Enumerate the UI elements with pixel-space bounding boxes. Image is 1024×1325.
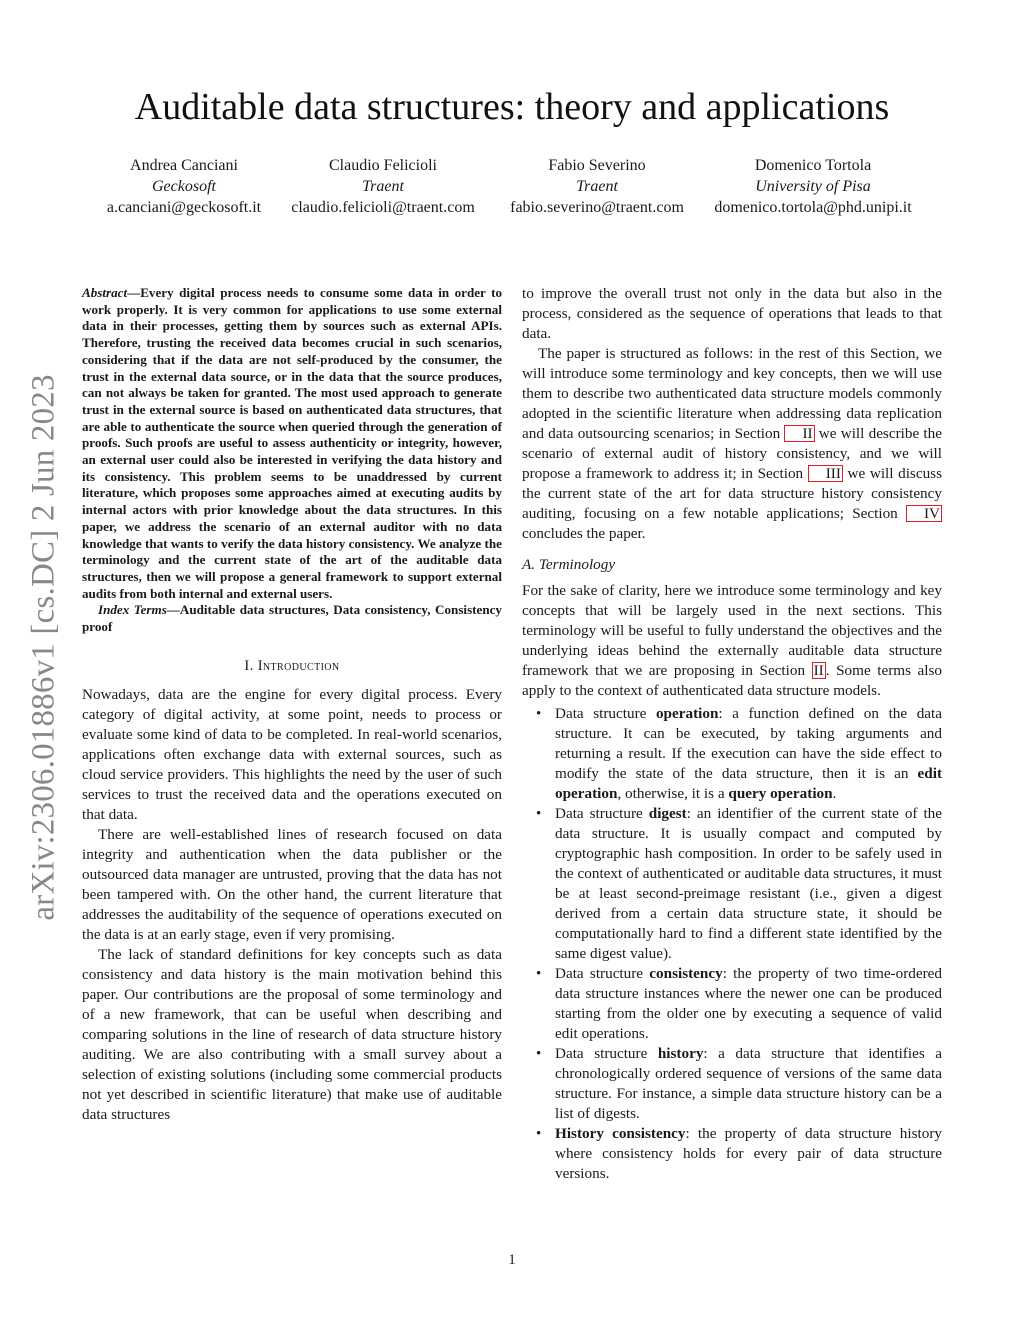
- section-heading-introduction: [82, 658, 502, 675]
- author-affiliation: Traent: [576, 178, 618, 195]
- term-emphasis: query operation: [728, 785, 833, 802]
- terminology-text: . Some terms also apply to the context of authenticated data structure models.: [522, 662, 942, 699]
- author-name: Andrea Canciani: [130, 157, 238, 174]
- abstract: [82, 285, 502, 602]
- term-name: consistency: [649, 965, 723, 982]
- structure-text: we will describe the scenario of external audit of history consistency, and we will propose a framework to address it; in Section: [522, 425, 942, 482]
- index-terms-label: Index Terms: [98, 602, 167, 618]
- author-email: a.canciani@geckosoft.it: [106, 199, 262, 216]
- author-affiliation: Traent: [362, 178, 404, 195]
- terminology-list: [522, 704, 942, 1184]
- author-2: [263, 155, 503, 218]
- intro-paragraph-3-continued: to improve the overall trust not only in the data but also in the process, considered as the sequence of operations that leads to that data.: [522, 285, 942, 342]
- term-definition: : a data structure that identifies a chronologically ordered sequence of versions of the same data structure. For instance, a simple data structure history can be a list of digests.: [555, 1045, 942, 1122]
- abstract-text: —Every digital process needs to consume some data in order to work properly. It is very common for applications to use some external data in their processes, getting them by sources such as external APIs. Therefore, trusting the received data becomes crucial in such scenarios, considering that if the data are not self-produced by the consumer, the trust in the external data source, or in the data that the source produces, can not always be taken for granted. The most used approach to generate trust in the external source is based on authenticated data structures, that are able to authenticate the source when queried through the generation of proofs. Such proofs are useful to assess authenticity or integrity, however, an external user could also be interested in verifying the data history and its consistency. This problem seems to be unaddressed by current literature, which proposes some approaches aimed at executing audits by internal actors with prior knowledge about the data structures. In this paper, we address the scenario of an external auditor with no data knowledge that wants to verify the data history consistency. We analyze the terminology and the current state of the art of the auditable data structures, then we will propose a general framework to support external audits from both internal and external users.: [82, 285, 502, 601]
- author-3: [477, 155, 717, 218]
- bullet-marker: •: [536, 706, 542, 722]
- term-prefix: Data structure: [555, 965, 650, 982]
- term-definition: .: [832, 785, 837, 802]
- intro-paragraph-3: The lack of standard definitions for key concepts such as data consistency and data history is the main motivation behind this paper. Our contributions are the proposal of some terminology and of a new framework, that can be useful when describing and comparing solutions in the line of research of data structure history auditing. We are also contributing with a small survey about a selection of existing solutions (including some commercial products not yet described in scientific literature) that make use of auditable data structures: [82, 945, 502, 1123]
- arxiv-stamp: [24, 365, 64, 930]
- author-name: Claudio Felicioli: [329, 157, 437, 174]
- subsection-heading-terminology: A. Terminology: [522, 556, 616, 573]
- term-prefix: Data structure: [555, 1045, 658, 1062]
- term-name: History consistency: [555, 1125, 686, 1142]
- left-column: [82, 285, 502, 1125]
- author-4: [693, 155, 933, 218]
- section-numeral: I.: [244, 657, 258, 674]
- term-definition: , otherwise, it is a: [617, 785, 729, 802]
- author-email: fabio.severino@traent.com: [510, 199, 684, 216]
- term-prefix: Data structure: [555, 805, 649, 822]
- structure-text: we will discuss the current state of the art for data structure history consistency auditing, focusing on a few notable applications; Section: [522, 465, 942, 522]
- index-terms-text: —Auditable data structures, Data consistency, Consistency proof: [82, 602, 502, 635]
- section-ref-link[interactable]: IV: [906, 505, 942, 522]
- author-name: Domenico Tortola: [754, 157, 872, 174]
- list-item: [536, 1124, 942, 1184]
- term-prefix: Data structure: [555, 705, 656, 722]
- bullet-marker: •: [536, 966, 542, 982]
- list-item: [536, 964, 942, 1044]
- author-affiliation: University of Pisa: [755, 178, 871, 195]
- term-definition: : the property of two time-ordered data structure instances where the newer one can be produced starting from the older one by executing a sequence of valid edit operations.: [555, 965, 942, 1042]
- author-affiliation: Geckosoft: [152, 178, 216, 195]
- author-email: domenico.tortola@phd.unipi.it: [714, 199, 912, 216]
- bullet-marker: •: [536, 806, 542, 822]
- terminology-text: For the sake of clarity, here we introduce some terminology and key concepts that will be largely used in the next sections. This terminology will be useful to fully understand the objectives and the underlying ideas behind the externally auditable data structure framework that we are proposing in Section: [522, 582, 942, 679]
- intro-paragraph-1: Nowadays, data are the engine for every digital process. Every category of digital activity, at some point, needs to process or evaluate some kind of data to be completed. In real-world scenarios, applications often exchange data with external sources, such as cloud service providers. This highlights the need by the user of such services to trust the received data and the operations executed on that data.: [82, 685, 502, 823]
- section-ref-link[interactable]: II: [784, 425, 814, 442]
- section-ref-link[interactable]: III: [808, 465, 843, 482]
- page-number: 1: [508, 1252, 516, 1268]
- abstract-label: Abstract: [82, 285, 128, 300]
- list-item: [536, 704, 942, 804]
- author-email: claudio.felicioli@traent.com: [291, 199, 475, 216]
- list-item: [536, 1044, 942, 1124]
- author-name: Fabio Severino: [548, 157, 646, 174]
- bullet-marker: •: [536, 1046, 542, 1062]
- term-definition: : an identifier of the current state of the data structure. It is usually compact and computed by cryptographic hash composition. In order to be safely used in the context of authenticated or auditable data structures, it must be at least second-preimage resistant (i.e., given a digest derived from a certain data structure state, it should be computationally hard to find a different state identified by the same digest value).: [555, 805, 942, 962]
- right-column: [522, 284, 942, 1184]
- list-item: [536, 804, 942, 964]
- term-definition: : a function defined on the data structure. It can be executed, by taking arguments and returning a result. If the execution can have the side effect to modify the state of the data structure, then it is an: [555, 705, 942, 782]
- section-title: Introduction: [257, 657, 340, 674]
- term-name: operation: [655, 705, 719, 722]
- index-terms: [82, 602, 502, 635]
- term-definition: : the property of data structure history where consistency holds for every pair of data structure versions.: [555, 1125, 942, 1182]
- terminology-intro: [522, 581, 942, 701]
- paper-title: Auditable data structures: theory and applications: [134, 86, 890, 128]
- section-ref-link[interactable]: II: [813, 662, 824, 679]
- structure-text: The paper is structured as follows: in the rest of this Section, we will introduce some terminology and key concepts, then we will use them to describe two authenticated data structure models commonly adopted in the scientific literature when addressing data replication and data outsourcing scenarios; in Section: [522, 345, 942, 442]
- term-name: digest: [648, 805, 687, 822]
- paper-structure-paragraph: [522, 344, 942, 544]
- arxiv-identifier: arXiv:2306.01886v1 [cs.DC] 2 Jun 2023: [25, 374, 62, 921]
- term-name: history: [657, 1045, 704, 1062]
- bullet-marker: •: [536, 1126, 542, 1142]
- structure-text: concludes the paper.: [522, 525, 646, 542]
- intro-paragraph-2: There are well-established lines of research focused on data integrity and authentication when the data publisher or the outsourced data manager are untrusted, proving that the data has not been tampered with. On the other hand, the current literature that addresses the auditability of the sequence of operations executed on the data is at an early stage, even if very promising.: [82, 825, 502, 943]
- term-emphasis: edit operation: [555, 765, 942, 802]
